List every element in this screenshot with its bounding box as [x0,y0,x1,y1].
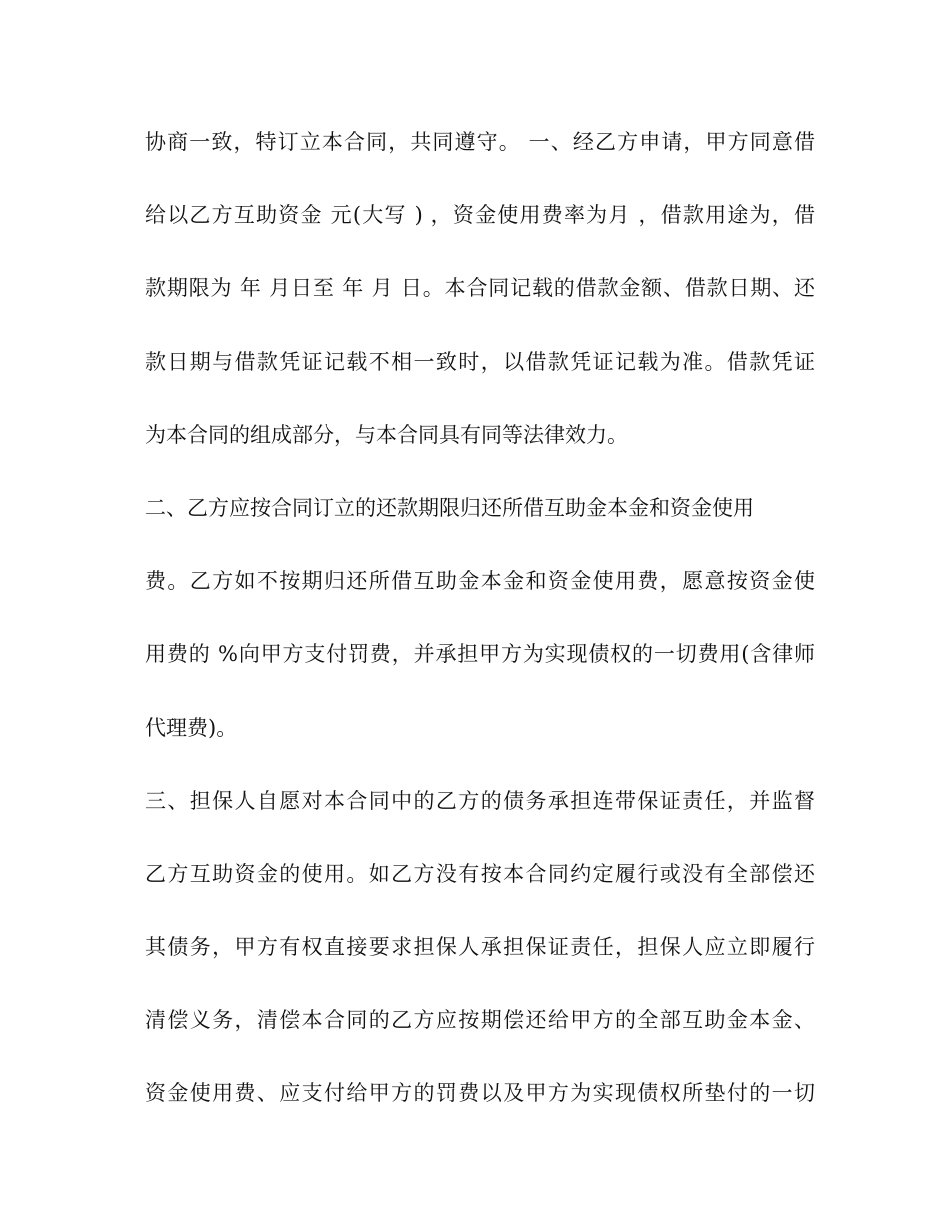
text-line: 款期限为 年 月日至 年 月 日。本合同记载的借款金额、借款日期、还 [145,276,815,301]
text-line: 二、乙方应按合同订立的还款期限归还所借互助金本金和资金使用 [145,495,754,520]
text-line: 资金使用费、应支付给甲方的罚费以及甲方为实现债权所垫付的一切 [145,1081,815,1106]
text-line: 协商一致，特订立本合同，共同遵守。 一、经乙方申请，甲方同意借 [145,130,815,154]
text-line: 其债务，甲方有权直接要求担保人承担保证责任，担保人应立即履行 [145,935,815,960]
text-line: 用费的 %向甲方支付罚费，并承担甲方为实现债权的一切费用(含律师 [145,642,815,667]
text-line: 给以乙方互助资金 元(大写 ) ，资金使用费率为月 ，借款用途为，借 [145,203,815,228]
text-line: 乙方互助资金的使用。如乙方没有按本合同约定履行或没有全部偿还 [145,861,815,886]
text-line: 费。乙方如不按期归还所借互助金本金和资金使用费，愿意按资金使 [145,569,815,594]
text-line: 三、担保人自愿对本合同中的乙方的债务承担连带保证责任，并监督 [145,788,815,813]
text-line: 为本合同的组成部分，与本合同具有同等法律效力。 [145,422,628,447]
contract-body-text [145,114,815,1139]
text-line: 代理费)。 [145,715,238,740]
text-line: 清偿义务，清偿本合同的乙方应按期偿还给甲方的全部互助金本金、 [145,1008,815,1033]
text-line: 款日期与借款凭证记载不相一致时，以借款凭证记载为准。借款凭证 [145,349,815,374]
